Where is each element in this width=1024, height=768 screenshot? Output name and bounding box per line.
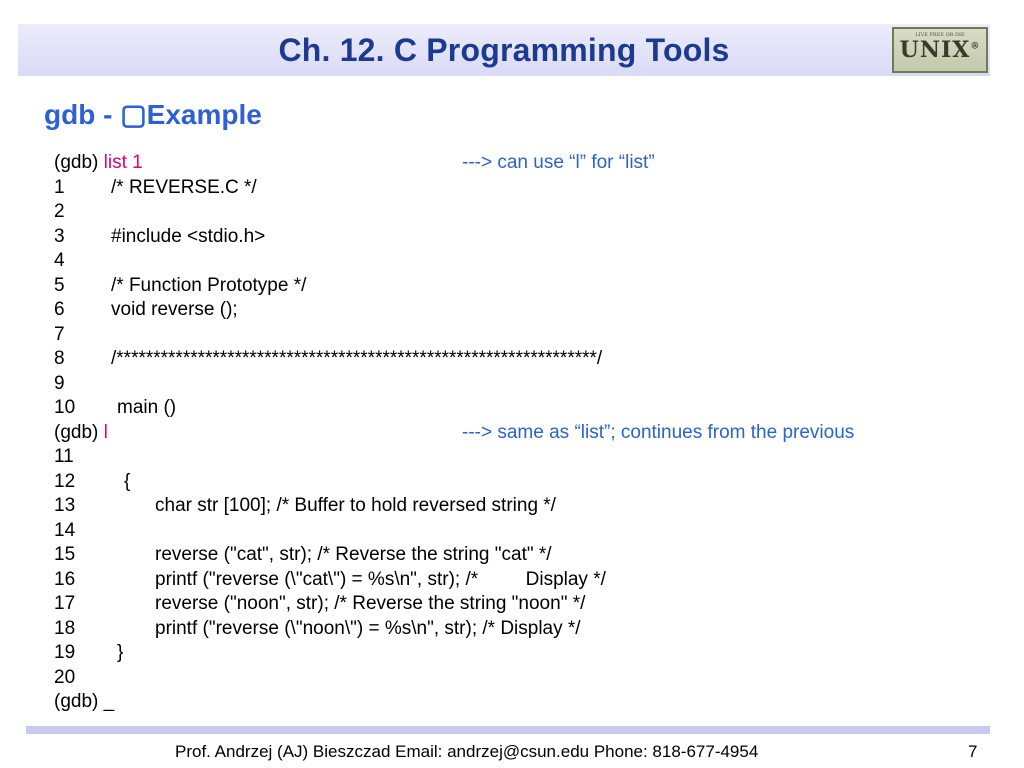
source-line	[54, 666, 994, 691]
line-number: 4	[54, 250, 65, 271]
source-line	[54, 176, 994, 201]
source-line	[54, 249, 994, 274]
line-number: 16	[54, 568, 76, 590]
logo-top-text: LIVE FREE OR DIE	[915, 32, 965, 38]
source-line	[54, 372, 994, 397]
source-line	[54, 323, 994, 348]
line-number: 20	[54, 666, 76, 688]
source-text: reverse ("noon", str); /* Reverse the string "noon" */	[155, 593, 586, 614]
line-number: 13	[54, 495, 76, 516]
line-number: 2	[54, 201, 65, 222]
source-line	[54, 445, 994, 470]
line-number: 12	[54, 470, 76, 492]
line-number: 19	[54, 642, 76, 663]
source-line	[54, 396, 994, 421]
source-text: main ()	[117, 397, 177, 418]
source-line	[54, 470, 994, 495]
gdb-command: list 1	[103, 152, 143, 173]
line-number: 7	[54, 323, 65, 345]
gdb-command-line	[54, 690, 994, 715]
line-number: 5	[54, 274, 65, 296]
gdb-prompt: (gdb)	[54, 421, 104, 443]
gdb-prompt: (gdb) _	[54, 691, 115, 712]
line-number: 6	[54, 299, 65, 320]
source-text: {	[124, 470, 131, 492]
source-line	[54, 617, 994, 642]
source-text: }	[117, 642, 124, 663]
logo-main-text: UNIX®	[899, 37, 981, 63]
line-number: 1	[54, 176, 65, 198]
gdb-command-line	[54, 151, 994, 176]
source-line	[54, 298, 994, 323]
line-number: 10	[54, 397, 76, 418]
line-number: 15	[54, 544, 76, 565]
line-number: 3	[54, 225, 65, 247]
code-listing	[54, 151, 994, 715]
source-text: reverse ("cat", str); /* Reverse the string "cat" */	[155, 544, 552, 565]
line-number: 14	[54, 519, 76, 541]
gdb-prompt: (gdb)	[54, 152, 104, 173]
source-line	[54, 568, 994, 593]
source-text: #include <stdio.h>	[111, 225, 266, 247]
annotation-note: ---> same as “list”; continues from the previous	[462, 421, 855, 443]
footer-divider	[26, 726, 990, 734]
source-line	[54, 543, 994, 568]
line-number: 18	[54, 617, 76, 639]
line-number: 9	[54, 372, 65, 394]
source-line	[54, 225, 994, 250]
annotation-note: ---> can use “l” for “list”	[462, 152, 655, 173]
line-number: 17	[54, 593, 76, 614]
source-text: /* REVERSE.C */	[111, 176, 257, 198]
line-number: 8	[54, 348, 65, 369]
slide-title: Ch. 12. C Programming Tools	[278, 32, 730, 68]
source-line	[54, 200, 994, 225]
source-text: /*****************************************************************/	[111, 348, 603, 369]
source-line	[54, 592, 994, 617]
source-line	[54, 347, 994, 372]
gdb-command: l	[103, 421, 108, 443]
page-number: 7	[968, 742, 978, 761]
source-line	[54, 494, 994, 519]
gdb-command-line	[54, 421, 994, 446]
source-text: /* Function Prototype */	[111, 274, 307, 296]
unix-logo	[892, 27, 988, 73]
slide-subtitle: gdb - ▢Example	[44, 99, 262, 130]
source-text: printf ("reverse (\"noon\") = %s\n", str); /* Display */	[155, 617, 581, 639]
source-line	[54, 519, 994, 544]
source-text: void reverse ();	[111, 299, 238, 320]
source-line	[54, 641, 994, 666]
source-text: printf ("reverse (\"cat\") = %s\n", str); /* Display */	[155, 568, 606, 590]
source-line	[54, 274, 994, 299]
source-text: char str [100]; /* Buffer to hold reversed string */	[155, 495, 556, 516]
footer-contact: Prof. Andrzej (AJ) Bieszczad Email: andrzej@csun.edu Phone: 818-677-4954	[175, 742, 759, 761]
line-number: 11	[54, 446, 74, 467]
